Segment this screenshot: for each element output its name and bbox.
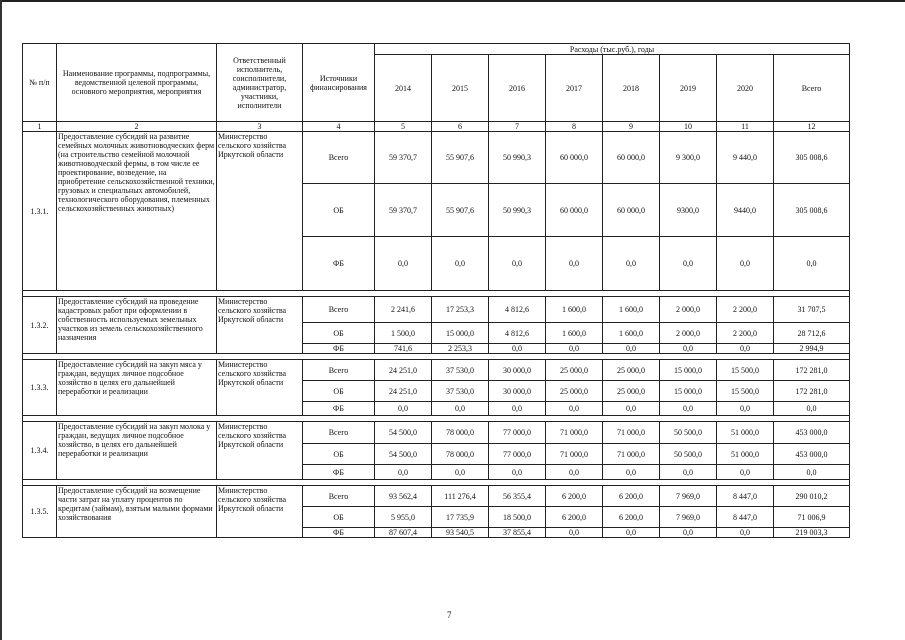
year-value: 0,0 <box>717 344 774 354</box>
year-value: 50 990,3 <box>489 184 546 237</box>
year-value: 0,0 <box>603 237 660 291</box>
year-value: 111 276,4 <box>432 486 489 507</box>
row-number: 1.3.3. <box>23 360 57 416</box>
year-value: 6 200,0 <box>603 486 660 507</box>
year-value: 7 969,0 <box>660 507 717 528</box>
year-value: 17 735,9 <box>432 507 489 528</box>
index-cell: 3 <box>217 122 303 132</box>
header-source: Источники финансирования <box>303 44 375 122</box>
total-value: 305 008,6 <box>774 184 850 237</box>
funding-source: ФБ <box>303 402 375 416</box>
year-value: 25 000,0 <box>603 360 660 381</box>
executor: Министерство сельского хозяйства Иркутской области <box>217 132 303 291</box>
table-row <box>23 422 850 444</box>
funding-source: Всего <box>303 132 375 184</box>
header-total: Всего <box>774 55 850 122</box>
year-value: 25 000,0 <box>546 381 603 402</box>
row-number: 1.3.1. <box>23 132 57 291</box>
year-value: 25 000,0 <box>603 381 660 402</box>
header-year: 2015 <box>432 55 489 122</box>
funding-source: ФБ <box>303 237 375 291</box>
header-expenses: Расходы (тыс.руб.), годы <box>375 44 850 55</box>
index-cell: 10 <box>660 122 717 132</box>
year-value: 0,0 <box>603 465 660 480</box>
year-value: 0,0 <box>660 528 717 538</box>
total-value: 71 006,9 <box>774 507 850 528</box>
year-value: 0,0 <box>546 402 603 416</box>
year-value: 2 200,0 <box>717 323 774 344</box>
funding-source: Всего <box>303 297 375 323</box>
year-value: 2 000,0 <box>660 323 717 344</box>
index-cell: 12 <box>774 122 850 132</box>
year-value: 7 969,0 <box>660 486 717 507</box>
table-row <box>23 297 850 323</box>
year-value: 2 200,0 <box>717 297 774 323</box>
year-value: 78 000,0 <box>432 444 489 465</box>
year-value: 60 000,0 <box>546 184 603 237</box>
funding-source: ФБ <box>303 528 375 538</box>
year-value: 0,0 <box>375 465 432 480</box>
row-number: 1.3.2. <box>23 297 57 354</box>
measure-name: Предоставление субсидий на проведение кадастровых работ при оформлении в собственность используемых земельных участков из земель сельскохозяйственного назначения <box>57 297 217 354</box>
year-value: 25 000,0 <box>546 360 603 381</box>
budget-table <box>22 43 850 538</box>
year-value: 54 500,0 <box>375 422 432 444</box>
funding-source: ОБ <box>303 507 375 528</box>
year-value: 0,0 <box>546 465 603 480</box>
header-year: 2017 <box>546 55 603 122</box>
page-number: 7 <box>447 610 452 620</box>
total-value: 31 707,5 <box>774 297 850 323</box>
total-value: 0,0 <box>774 402 850 416</box>
year-value: 8 447,0 <box>717 486 774 507</box>
header-num: № п/п <box>23 44 57 122</box>
total-value: 172 281,0 <box>774 360 850 381</box>
year-value: 9 300,0 <box>660 132 717 184</box>
year-value: 60 000,0 <box>603 184 660 237</box>
total-value: 305 008,6 <box>774 132 850 184</box>
year-value: 4 812,6 <box>489 323 546 344</box>
year-value: 51 000,0 <box>717 422 774 444</box>
funding-source: Всего <box>303 422 375 444</box>
year-value: 0,0 <box>603 402 660 416</box>
year-value: 55 907,6 <box>432 184 489 237</box>
funding-source: ФБ <box>303 344 375 354</box>
year-value: 56 355,4 <box>489 486 546 507</box>
year-value: 0,0 <box>717 237 774 291</box>
year-value: 6 200,0 <box>546 507 603 528</box>
year-value: 71 000,0 <box>603 422 660 444</box>
year-value: 0,0 <box>432 465 489 480</box>
year-value: 0,0 <box>717 402 774 416</box>
year-value: 50 990,3 <box>489 132 546 184</box>
header-name: Наименование программы, подпрограммы, ведомственной целевой программы, основного мероприятия, мероприятия <box>57 44 217 122</box>
total-value: 219 003,3 <box>774 528 850 538</box>
year-value: 17 253,3 <box>432 297 489 323</box>
year-value: 9300,0 <box>660 184 717 237</box>
table-row <box>23 360 850 381</box>
table-row <box>23 486 850 507</box>
row-number: 1.3.4. <box>23 422 57 480</box>
total-value: 28 712,6 <box>774 323 850 344</box>
year-value: 1 600,0 <box>603 297 660 323</box>
year-value: 37 530,0 <box>432 360 489 381</box>
header-year: 2018 <box>603 55 660 122</box>
year-value: 78 000,0 <box>432 422 489 444</box>
funding-source: Всего <box>303 360 375 381</box>
header-executor: Ответственный исполнитель, соисполнители, администратор, участники, исполнители <box>217 44 303 122</box>
year-value: 0,0 <box>432 237 489 291</box>
index-cell: 4 <box>303 122 375 132</box>
index-cell: 6 <box>432 122 489 132</box>
year-value: 0,0 <box>489 402 546 416</box>
year-value: 15 000,0 <box>660 360 717 381</box>
total-value: 0,0 <box>774 465 850 480</box>
year-value: 9440,0 <box>717 184 774 237</box>
executor: Министерство сельского хозяйства Иркутской области <box>217 486 303 538</box>
executor: Министерство сельского хозяйства Иркутской области <box>217 297 303 354</box>
table-body <box>23 132 850 538</box>
measure-name: Предоставление субсидий на закуп мяса у граждан, ведущих личное подсобное хозяйство в целях его дальнейшей переработки и реализации <box>57 360 217 416</box>
year-value: 6 200,0 <box>546 486 603 507</box>
index-cell: 9 <box>603 122 660 132</box>
index-cell: 5 <box>375 122 432 132</box>
funding-source: ОБ <box>303 444 375 465</box>
year-value: 37 855,4 <box>489 528 546 538</box>
total-value: 453 000,0 <box>774 444 850 465</box>
year-value: 2 253,3 <box>432 344 489 354</box>
year-value: 0,0 <box>660 465 717 480</box>
year-value: 59 370,7 <box>375 132 432 184</box>
year-value: 5 955,0 <box>375 507 432 528</box>
year-value: 30 000,0 <box>489 360 546 381</box>
year-value: 60 000,0 <box>546 132 603 184</box>
year-value: 77 000,0 <box>489 422 546 444</box>
total-value: 2 994,9 <box>774 344 850 354</box>
table-row <box>23 132 850 184</box>
year-value: 24 251,0 <box>375 360 432 381</box>
year-value: 15 500,0 <box>717 381 774 402</box>
row-number: 1.3.5. <box>23 486 57 538</box>
header-year: 2020 <box>717 55 774 122</box>
total-value: 172 281,0 <box>774 381 850 402</box>
funding-source: ОБ <box>303 323 375 344</box>
executor: Министерство сельского хозяйства Иркутской области <box>217 360 303 416</box>
year-value: 0,0 <box>660 344 717 354</box>
header-year: 2014 <box>375 55 432 122</box>
year-value: 0,0 <box>546 237 603 291</box>
year-value: 1 600,0 <box>603 323 660 344</box>
year-value: 0,0 <box>489 344 546 354</box>
year-value: 1 500,0 <box>375 323 432 344</box>
funding-source: ОБ <box>303 184 375 237</box>
year-value: 71 000,0 <box>603 444 660 465</box>
year-value: 0,0 <box>717 465 774 480</box>
year-value: 0,0 <box>375 402 432 416</box>
year-value: 30 000,0 <box>489 381 546 402</box>
index-cell: 8 <box>546 122 603 132</box>
year-value: 87 607,4 <box>375 528 432 538</box>
year-value: 0,0 <box>489 465 546 480</box>
year-value: 1 600,0 <box>546 297 603 323</box>
year-value: 93 562,4 <box>375 486 432 507</box>
year-value: 0,0 <box>546 344 603 354</box>
year-value: 71 000,0 <box>546 422 603 444</box>
year-value: 59 370,7 <box>375 184 432 237</box>
year-value: 50 500,0 <box>660 422 717 444</box>
year-value: 15 000,0 <box>660 381 717 402</box>
year-value: 93 540,5 <box>432 528 489 538</box>
header-year: 2019 <box>660 55 717 122</box>
measure-name: Предоставление субсидий на закуп молока у граждан, ведущих личное подсобное хозяйство, в целях его дальнейшей переработки и реализации <box>57 422 217 480</box>
funding-source: ОБ <box>303 381 375 402</box>
year-value: 0,0 <box>660 402 717 416</box>
year-value: 51 000,0 <box>717 444 774 465</box>
page-border-top <box>0 0 905 2</box>
year-value: 741,6 <box>375 344 432 354</box>
year-value: 15 500,0 <box>717 360 774 381</box>
year-value: 0,0 <box>432 402 489 416</box>
year-value: 2 000,0 <box>660 297 717 323</box>
year-value: 50 500,0 <box>660 444 717 465</box>
page-border-left <box>0 0 2 640</box>
measure-name: Предоставление субсидий на возмещение части затрат на уплату процентов по кредитам (займам), взятым малыми формами хозяйствования <box>57 486 217 538</box>
year-value: 4 812,6 <box>489 297 546 323</box>
year-value: 24 251,0 <box>375 381 432 402</box>
year-value: 77 000,0 <box>489 444 546 465</box>
index-cell: 2 <box>57 122 217 132</box>
year-value: 9 440,0 <box>717 132 774 184</box>
year-value: 71 000,0 <box>546 444 603 465</box>
index-cell: 7 <box>489 122 546 132</box>
year-value: 0,0 <box>660 237 717 291</box>
header-year: 2016 <box>489 55 546 122</box>
year-value: 0,0 <box>375 237 432 291</box>
measure-name: Предоставление субсидий на развитие семейных молочных животноводческих ферм (на строительство семейной молочной животноводческой фермы, в том числе ее проектирование, возведение, на приобретение сельскохозяйственной техники, грузовых и специальных автомобилей, технологического оборудования, племенных сельскохозяйственных животных) <box>57 132 217 291</box>
total-value: 290 010,2 <box>774 486 850 507</box>
index-cell: 11 <box>717 122 774 132</box>
executor: Министерство сельского хозяйства Иркутской области <box>217 422 303 480</box>
year-value: 2 241,6 <box>375 297 432 323</box>
total-value: 453 000,0 <box>774 422 850 444</box>
year-value: 8 447,0 <box>717 507 774 528</box>
year-value: 6 200,0 <box>603 507 660 528</box>
total-value: 0,0 <box>774 237 850 291</box>
year-value: 37 530,0 <box>432 381 489 402</box>
year-value: 0,0 <box>546 528 603 538</box>
year-value: 0,0 <box>603 344 660 354</box>
year-value: 60 000,0 <box>603 132 660 184</box>
year-value: 54 500,0 <box>375 444 432 465</box>
index-cell: 1 <box>23 122 57 132</box>
year-value: 55 907,6 <box>432 132 489 184</box>
funding-source: ФБ <box>303 465 375 480</box>
year-value: 0,0 <box>717 528 774 538</box>
year-value: 15 000,0 <box>432 323 489 344</box>
year-value: 18 500,0 <box>489 507 546 528</box>
funding-source: Всего <box>303 486 375 507</box>
year-value: 1 600,0 <box>546 323 603 344</box>
year-value: 0,0 <box>603 528 660 538</box>
year-value: 0,0 <box>489 237 546 291</box>
